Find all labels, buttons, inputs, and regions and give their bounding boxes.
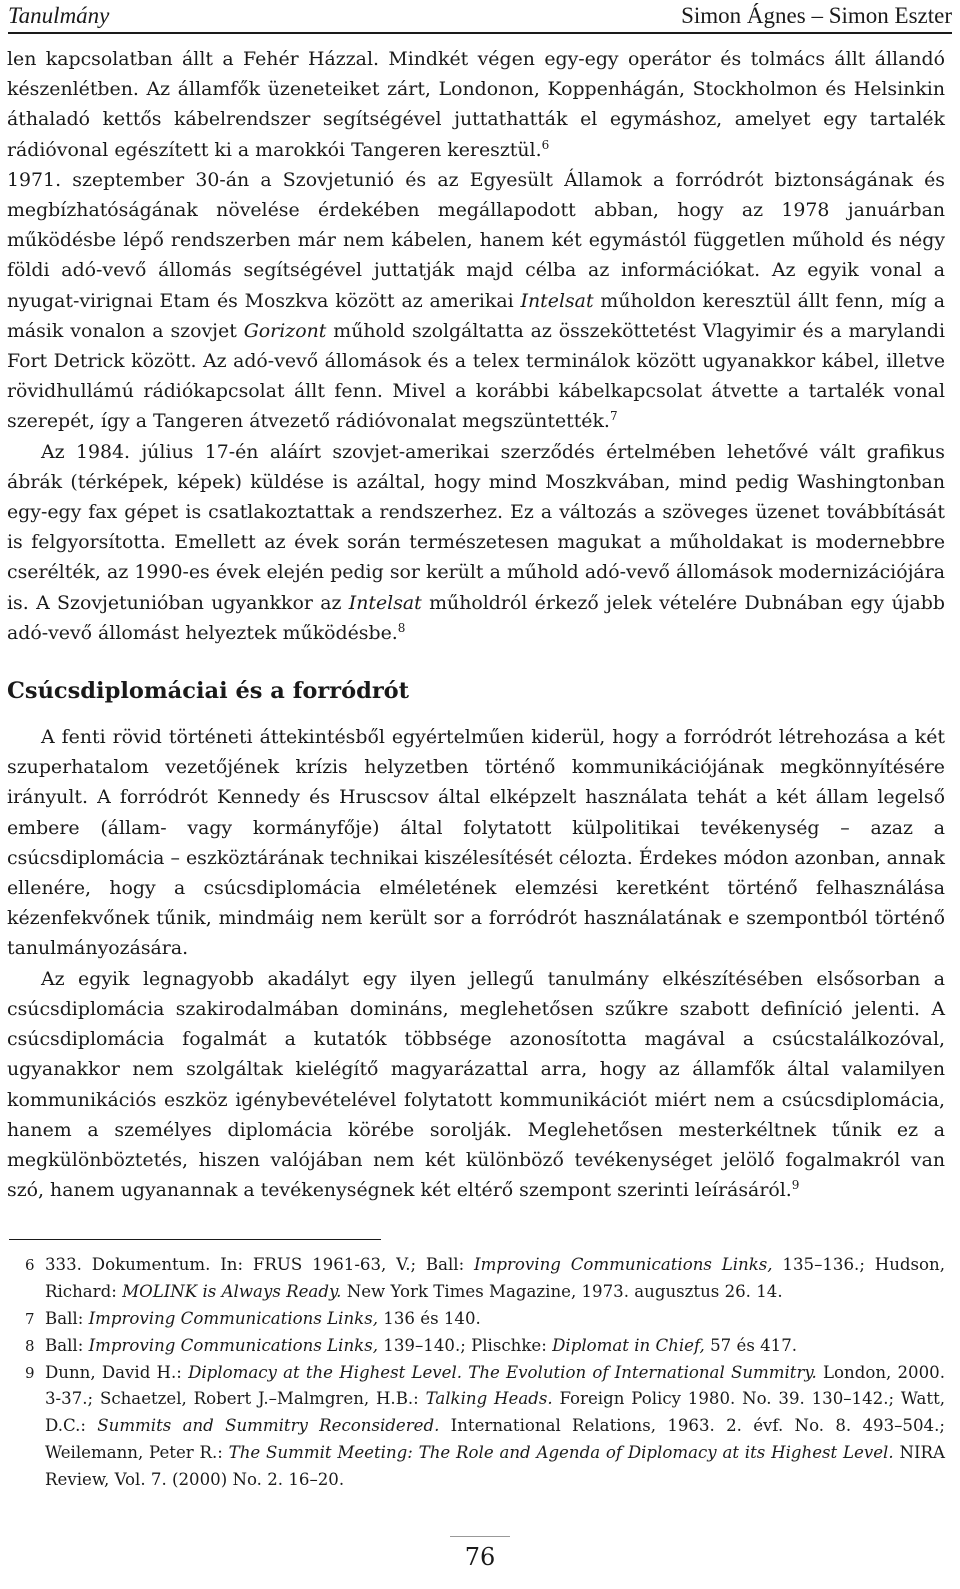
fn-part: London, 2000. 3-37.; Schaetzel, Robert J.–Malmgren, H.B.: xyxy=(45,1362,945,1409)
page-number xyxy=(0,1536,960,1571)
page-number-text: 76 xyxy=(450,1536,510,1571)
fn-part: NIRA Review, Vol. 7. (2000) No. 2. 16–20. xyxy=(45,1442,945,1489)
footnote-text xyxy=(45,1333,945,1360)
paragraph-1-text: len kapcsolatban állt a Fehér Házzal. Mindkét végen egy-egy operátor és tolmács állt állandó készenlétben. Az államfők üzeneteiket zárt, Londonon, Koppenhágán, Stockholmon és Helsinkin áthaladó kettős kábelrendszer segítségével juttathatták el egymáshoz, amelyet egy tartalék rádióvonal egészített ki a marokkói Tangeren keresztül. xyxy=(7,48,945,161)
paragraph-1 xyxy=(7,44,945,165)
fn-part: Ball: xyxy=(45,1308,84,1328)
fn-title: Improving Communications Links, xyxy=(88,1308,379,1328)
footnote-ref-7[interactable]: 7 xyxy=(609,409,618,424)
header-authors: Simon Ágnes – Simon Eszter xyxy=(681,3,952,28)
fn-part: International Relations, 1963. 2. évf. No. 8. 493–504.; Weilemann, Peter R.: xyxy=(45,1416,945,1462)
paragraph-2-text-c: műhold szolgáltatta az összeköttetést Vlagyimir és a marylandi Fort Detrick között. Az adó-vevő állomások és a telex terminálok között ugyanakkor kábel, illetve rövidhullámú rádiókapcsolat állt fenn. Mivel a korábbi kábelkapcsolat átvette a tartalék vonal szerepét, így a Tangeren átvezető rádióvonalat megszüntették. xyxy=(7,319,945,433)
fn-title: The Summit Meeting: The Role and Agenda of Diplomacy at its Highest Level. xyxy=(228,1442,894,1462)
paragraph-3 xyxy=(7,437,945,648)
footnote-number: 7 xyxy=(25,1309,35,1328)
fn-title: Diplomat in Chief, xyxy=(552,1335,705,1355)
fn-title: Diplomacy at the Highest Level. The Evolution of International Summitry. xyxy=(188,1362,817,1382)
satellite-name-gorizont: Gorizont xyxy=(243,319,327,342)
fn-part: Dunn, David H.: xyxy=(45,1362,182,1382)
footnote-6 xyxy=(7,1252,945,1306)
fn-part: 139–140.; Plischke: xyxy=(383,1335,547,1355)
fn-title: Improving Communications Links, xyxy=(474,1255,773,1275)
paragraph-2-text-a: 1971. szeptember 30-án a Szovjetunió és az Egyesült Államok a forródrót biztonságának és megbízhatóságának növelése érdekében megállapodott abban, hogy az 1978 januárban működésbe lépő rendszerben már nem kábelen, hanem két egymástól független műhold és négy földi adó-vevő állomás segítségével juttatják majd célba az információkat. Az egyik vonal a nyugat-virignai Etam és Moszkva között az amerikai xyxy=(7,168,945,312)
fn-title: Summits and Summitry Reconsidered. xyxy=(97,1416,440,1436)
fn-title: Improving Communications Links, xyxy=(88,1335,379,1355)
footnote-9 xyxy=(7,1360,945,1494)
fn-title: Talking Heads. xyxy=(425,1389,553,1409)
paragraph-5 xyxy=(7,964,945,1206)
footnote-number: 9 xyxy=(25,1363,35,1382)
footnote-text xyxy=(45,1360,945,1494)
body-text xyxy=(7,44,945,1493)
footnote-ref-9[interactable]: 9 xyxy=(791,1178,800,1193)
paragraph-5-text: Az egyik legnagyobb akadályt egy ilyen jellegű tanulmány elkészítésében elsősorban a csúcsdiplomácia szakirodalmában domináns, meglehetősen szűkre szabott definíció jelenti. A csúcsdiplomácia fogalmát a kutatók többsége azonosította magával a csúcstalálkozóval, ugyanakkor nem szolgáltak kielégítő magyarázattal arra, hogy az államfők által valamilyen kommunikációs eszköz igénybevételével folytatott kommunikációt miért nem a csúcsdiplomácia, hanem a személyes diplomácia körébe sorolják. Meglehetősen mesterkéltnek tűnik ez a megkülönböztetés, hiszen valójában nem két különböző tevékenységet jelölő fogalmakról van szó, hanem ugyanannak a tevékenységnek két eltérő szempont szerinti leírásáról. xyxy=(7,967,945,1202)
fn-part: Ball: xyxy=(45,1335,84,1355)
fn-part: 135–136.; Hudson, Richard: xyxy=(45,1255,945,1302)
paragraph-4: A fenti rövid történeti áttekintésből egyértelműen kiderül, hogy a forródrót létrehozása a két szuperhatalom vezetőjének krízis helyzetben történő kommunikációjának megkönnyítésére irányult. A forródrót Kennedy és Hruscsov által elképzelt használata tehát a két állam legelső embere (állam- vagy kormányfője) által folytatott külpolitikai tevékenység – azaz a csúcsdiplomácia – eszköztárának technikai kiszélesítését célozta. Érdekes módon azonban, annak ellenére, hogy a csúcsdiplomácia elméletének elemzési keretként történő felhasználása kézenfekvőnek tűnik, mindmáig nem került sor a forródrót használatának e szempontból történő tanulmányozására. xyxy=(7,726,945,960)
footnote-8 xyxy=(7,1333,945,1360)
satellite-name-intelsat-2: Intelsat xyxy=(348,591,422,614)
paragraph-2-text-b: műholdon keresztül állt fenn, míg a másik vonalon a szovjet xyxy=(7,289,945,342)
fn-part: 136 és 140. xyxy=(383,1308,481,1328)
satellite-name-intelsat: Intelsat xyxy=(520,289,594,312)
fn-part: New York Times Magazine, 1973. augusztus 26. 14. xyxy=(346,1282,783,1302)
running-header xyxy=(8,2,952,34)
section-heading: Csúcsdiplomáciai és a forródrót xyxy=(7,678,410,705)
header-section-label: Tanulmány xyxy=(8,3,110,28)
footnote-number: 8 xyxy=(25,1336,35,1355)
paragraph-2 xyxy=(7,165,945,437)
footnote-ref-6[interactable]: 6 xyxy=(541,137,550,152)
paragraph-3-text-a: Az 1984. július 17-én aláírt szovjet-amerikai szerződés értelmében lehetővé vált grafikus ábrák (térképek, képek) küldése is azáltal, hogy mind Moszkvában, mind pedig Washingtonban egy-egy fax gépet is csatlakoztattak a rendszerhez. Ez a változás a szöveges üzenet továbbítását is felgyorsította. Emellett az évek során természetesen magukat a műholdakat is modernebbre cserélték, az 1990-es évek elején pedig sor került a műhold adó-vevő állomások modernizációjára is. A Szovjetunióban ugyankkor az xyxy=(7,440,945,614)
footnote-number: 6 xyxy=(25,1256,35,1275)
fn-part: 333. Dokumentum. In: FRUS 1961-63, V.; Ball: xyxy=(45,1255,465,1275)
footnote-text xyxy=(45,1252,945,1306)
fn-part: 57 és 417. xyxy=(710,1335,798,1355)
footnote-separator xyxy=(9,1239,381,1240)
footnote-text xyxy=(45,1306,945,1333)
footnote-7 xyxy=(7,1306,945,1333)
fn-title: MOLINK is Always Ready. xyxy=(122,1282,342,1302)
fn-part: Foreign Policy 1980. No. 39. 130–142.; Watt, D.C.: xyxy=(45,1389,946,1436)
paragraph-3-text-b: műholdról érkező jelek vételére Dubnában egy újabb adó-vevő állomást helyeztek működésbe. xyxy=(7,591,945,644)
footnote-ref-8[interactable]: 8 xyxy=(397,620,406,635)
